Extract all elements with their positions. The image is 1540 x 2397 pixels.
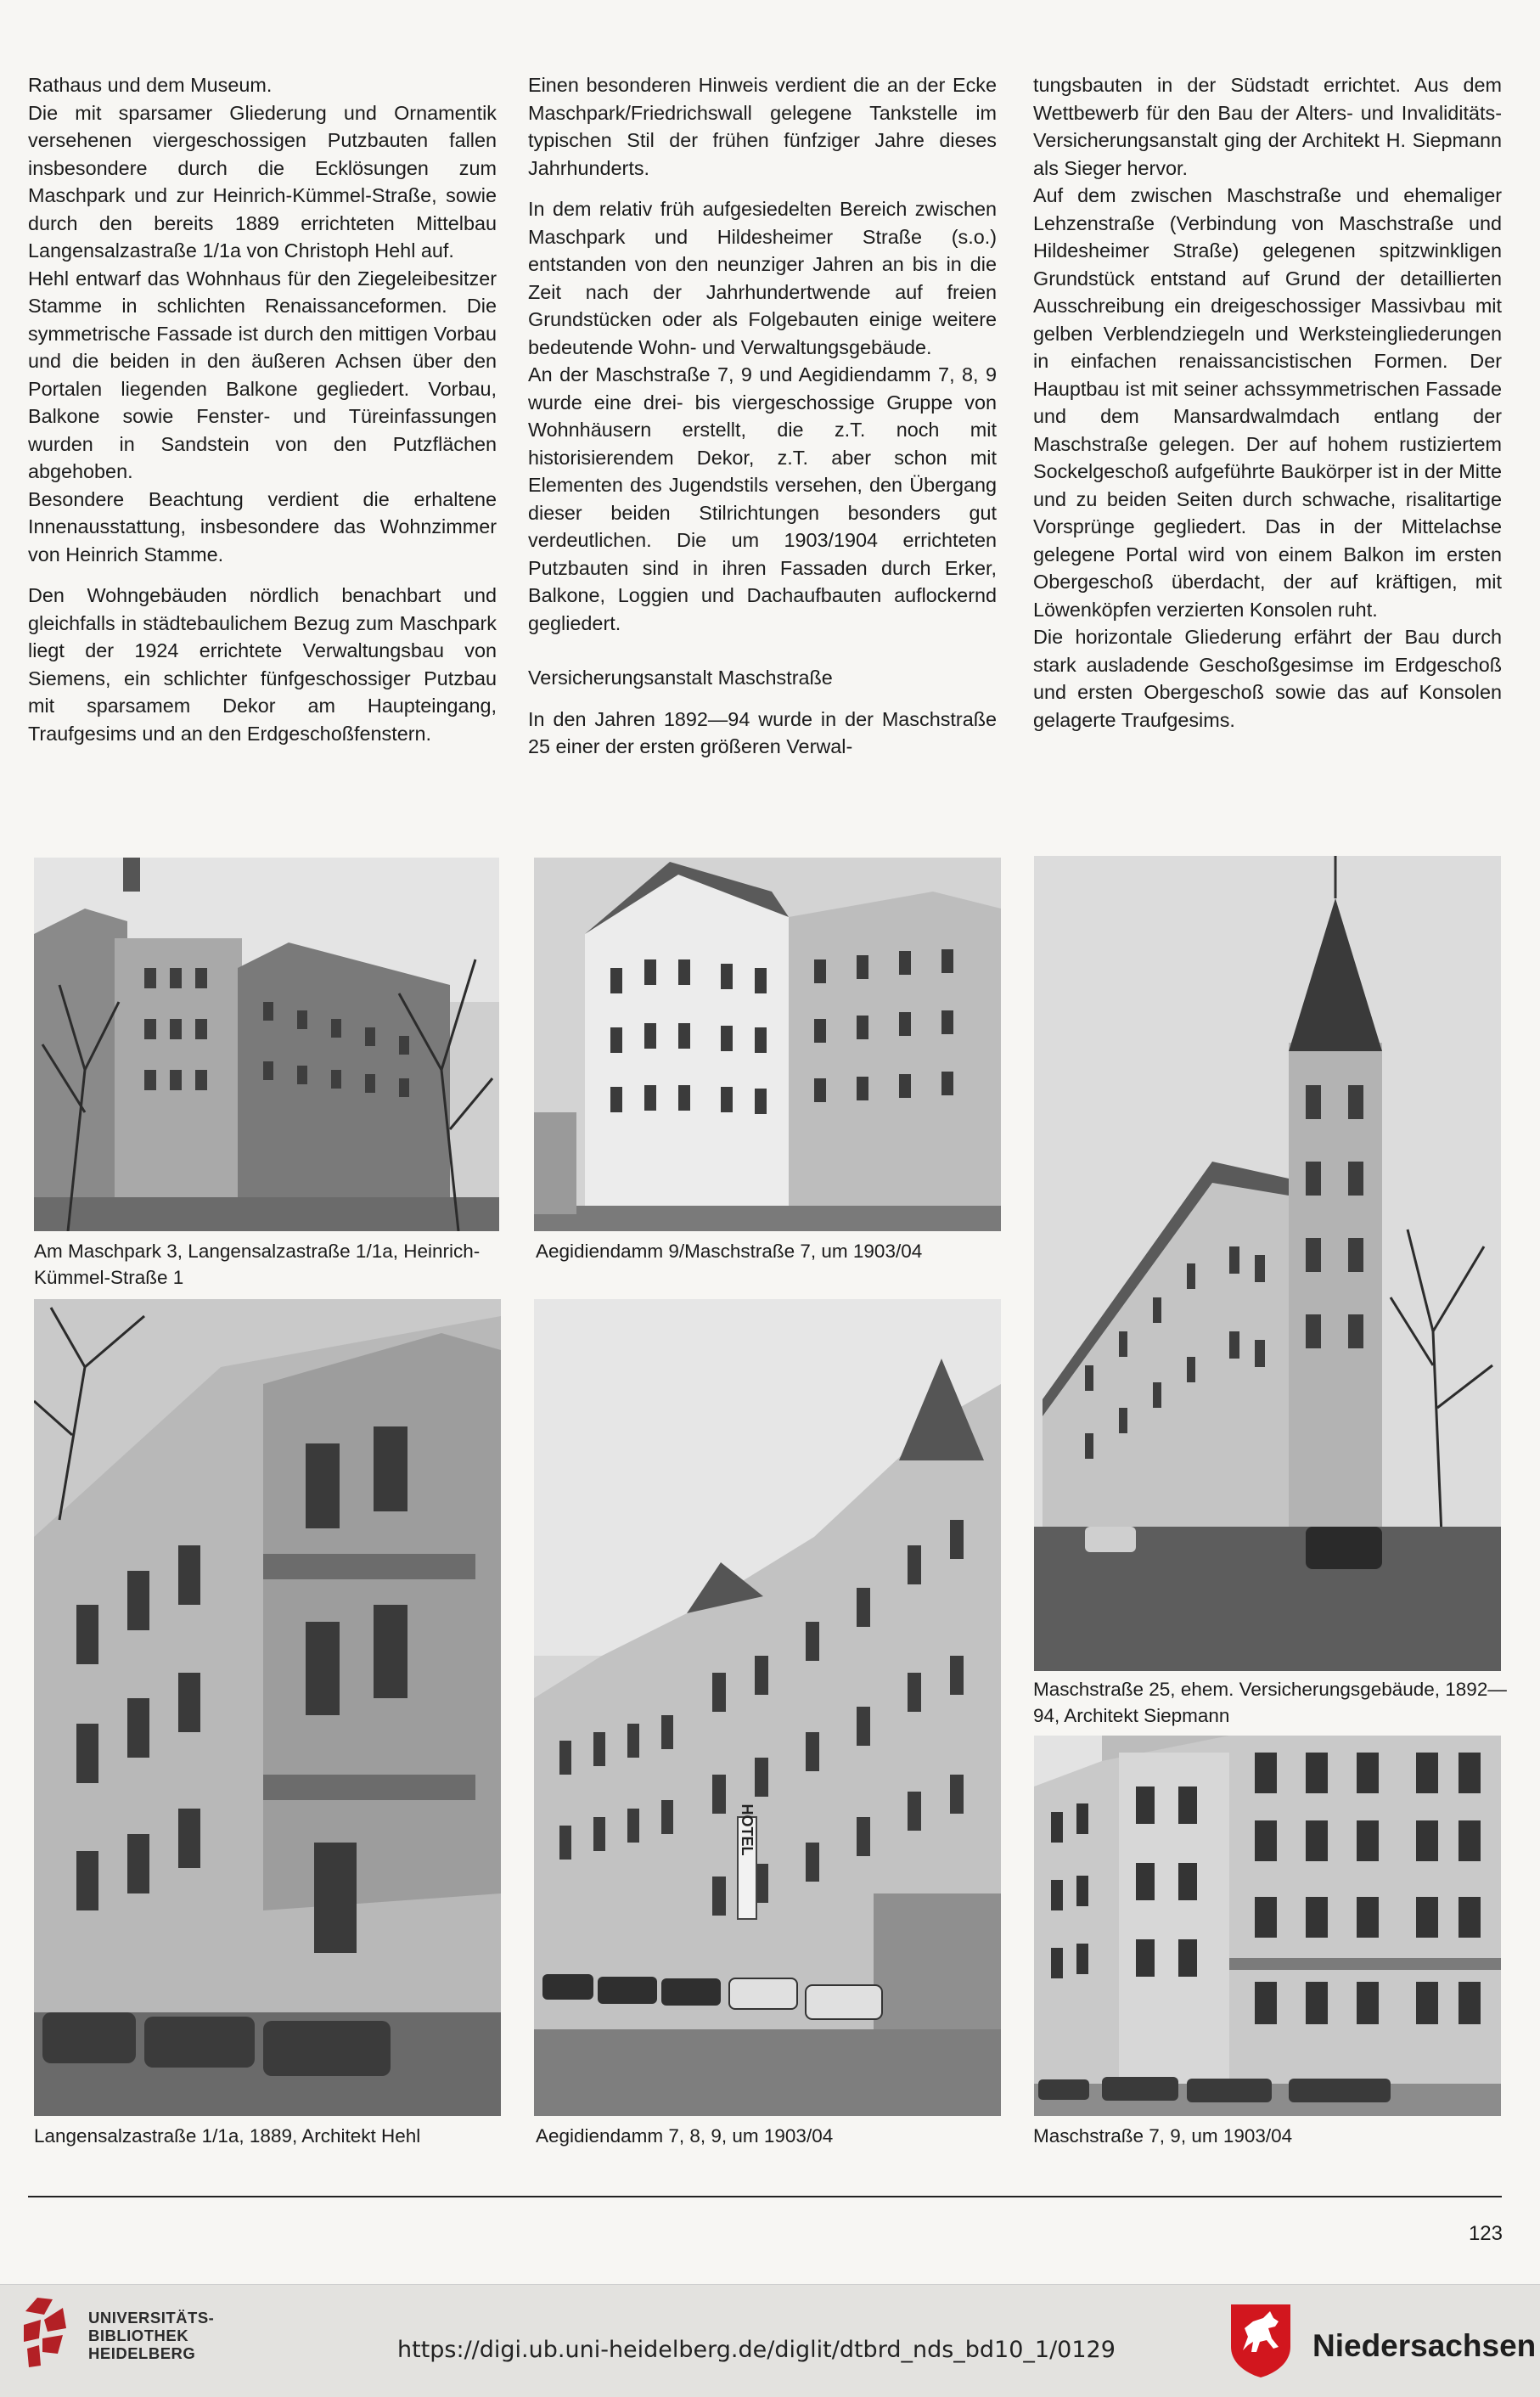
photo-maschstrasse-25 — [1034, 856, 1501, 1671]
caption-photo-5: Aegidiendamm 7, 8, 9, um 1903/04 — [536, 2125, 834, 2147]
niedersachsen-horse-logo-icon[interactable] — [1229, 2303, 1292, 2377]
paragraph: Auf dem zwischen Maschstraße und ehemaliger Lehzenstraße (Verbindung von Maschstraße und Hildesheimer Straße) gelegenen spitzwinkligen Grundstück entstand auf Grund der detaillierten Ausschreibung ein dreigeschossiger Massivbau mit gelben Verblendziegeln und Werksteingliederungen in einfachen renaissancistischen Formen. Der Hauptbau ist mit seiner achssymmetrischen Fassade und dem Mansardwalmdach entlang der Maschstraße gelegen. Der auf hohem rustiziertem Sockelgeschoß aufgeführte Baukörper ist in der Mitte und zu beiden Seiten durch schwache, risalitartige Vorsprünge gegliedert. Das in der Mittelachse gelegene Portal wird von einem Balkon im ersten Obergeschoß überdacht, der auf kräftigen, mit Löwenköpfen verzierten Konsolen ruht. — [1033, 184, 1502, 621]
caption-photo-4: Langensalzastraße 1/1a, 1889, Architekt Hehl — [34, 2125, 421, 2147]
section-heading: Versicherungsanstalt Maschstraße — [528, 667, 833, 689]
text-column-2 — [528, 71, 997, 761]
paragraph: Besondere Beachtung verdient die erhaltene Innenausstattung, insbesondere das Wohnzimmer von Heinrich Stamme. — [28, 487, 497, 565]
university-library-logo-icon[interactable] — [19, 2294, 70, 2375]
footer-rule — [28, 2196, 1502, 2197]
paragraph: Einen besonderen Hinweis verdient die an der Ecke Maschpark/Friedrichswall gelegene Tankstelle im typischen Stil der frühen fünfziger Jahre dieses Jahrhunderts. — [528, 74, 997, 179]
paragraph: In den Jahren 1892—94 wurde in der Maschstraße 25 einer der ersten größeren Verwal- — [528, 707, 997, 757]
hotel-sign: HOTEL — [739, 1803, 756, 1856]
text-column-1 — [28, 71, 497, 747]
text-column-3 — [1033, 71, 1502, 734]
caption-photo-3: Maschstraße 25, ehem. Versicherungsgebäude, 1892—94, Architekt Siepmann — [1033, 1679, 1507, 1726]
library-line: HEIDELBERG — [88, 2344, 196, 2362]
paragraph: Die horizontale Gliederung erfährt der Bau durch stark ausladende Geschoßgesimse im Erdgeschoß und ersten Obergeschoß sowie das auf Konsolen gelagerte Traufgesims. — [1033, 626, 1502, 731]
page-number: 123 — [1468, 2222, 1503, 2245]
photo-aegidiendamm-9 — [534, 858, 1001, 1231]
university-library-name[interactable] — [88, 2309, 214, 2362]
source-url-link[interactable]: https://digi.ub.uni-heidelberg.de/diglit/dtbrd_nds_bd10_1/0129 — [397, 2337, 1116, 2363]
photo-langensalzastrasse — [34, 1299, 501, 2116]
paragraph: An der Maschstraße 7, 9 und Aegidiendamm 7, 8, 9 wurde eine drei- bis viergeschossige Gruppe von Wohnhäusern erstellt, die z.T. noch mit historisierendem Dekor, z.T. aber schon mit Elementen des Jugendstils versehen, den Übergang dieser beiden Stilrichtungen besonders gut verdeutlichen. Die um 1903/1904 errichteten Putzbauten sind in ihren Fassaden durch Erker, Balkone, Loggien und Dachaufbauten auflockernd gegliedert. — [528, 363, 997, 634]
caption-photo-6: Maschstraße 7, 9, um 1903/04 — [1033, 2125, 1293, 2147]
caption-photo-2: Aegidiendamm 9/Maschstraße 7, um 1903/04 — [536, 1241, 923, 1262]
paragraph: tungsbauten in der Südstadt errichtet. Aus dem Wettbewerb für den Bau der Alters- und Invaliditäts-Versicherungsanstalt ging der Architekt H. Siepmann als Sieger hervor. — [1033, 74, 1502, 179]
library-line: UNIVERSITÄTS- — [88, 2309, 215, 2327]
photo-am-maschpark — [34, 858, 499, 1231]
paragraph: Rathaus und dem Museum. — [28, 74, 273, 96]
paragraph: In dem relativ früh aufgesiedelten Bereich zwischen Maschpark und Hildesheimer Straße (s.o.) entstanden von den neunziger Jahren an bis in die Zeit nach der Jahrhundertwende auf freien Grundstücken oder als Folgebauten einige weitere bedeutende Wohn- und Verwaltungsgebäude. — [528, 198, 997, 358]
library-line: BIBLIOTHEK — [88, 2327, 189, 2344]
paragraph: Den Wohngebäuden nördlich benachbart und gleichfalls in städtebaulichem Bezug zum Maschpark liegt der 1924 errichtete Verwaltungsbau von Siemens, ein schlichter fünfgeschossiger Putzbau mit sparsamem Dekor am Haupteingang, Traufgesims und an den Erdgeschoßfenstern. — [28, 584, 497, 745]
photo-maschstrasse-7-9 — [1034, 1736, 1501, 2116]
caption-photo-1: Am Maschpark 3, Langensalzastraße 1/1a, Heinrich-Kümmel-Straße 1 — [34, 1241, 481, 1288]
paragraph: Hehl entwarf das Wohnhaus für den Ziegeleibesitzer Stamme in schlichten Renaissanceformen. Die symmetrische Fassade ist durch den mittigen Vorbau und die beiden in den äußeren Achsen über den Portalen liegenden Balkone gegliedert. Vorbau, Balkone sowie Fenster- und Türeinfassungen wurden in Sandstein von den Putzflächen abgehoben. — [28, 267, 497, 482]
state-name[interactable]: Niedersachsen — [1312, 2328, 1537, 2363]
photo-aegidiendamm-7-8-9 — [534, 1299, 1001, 2116]
paragraph: Die mit sparsamer Gliederung und Ornamentik versehenen viergeschossigen Putzbauten fallen insbesondere durch die Ecklösungen zum Maschpark und zur Heinrich-Kümmel-Straße, sowie durch den bereits 1889 errichteten Mittelbau Langensalzastraße 1/1a von Christoph Hehl auf. — [28, 101, 497, 262]
